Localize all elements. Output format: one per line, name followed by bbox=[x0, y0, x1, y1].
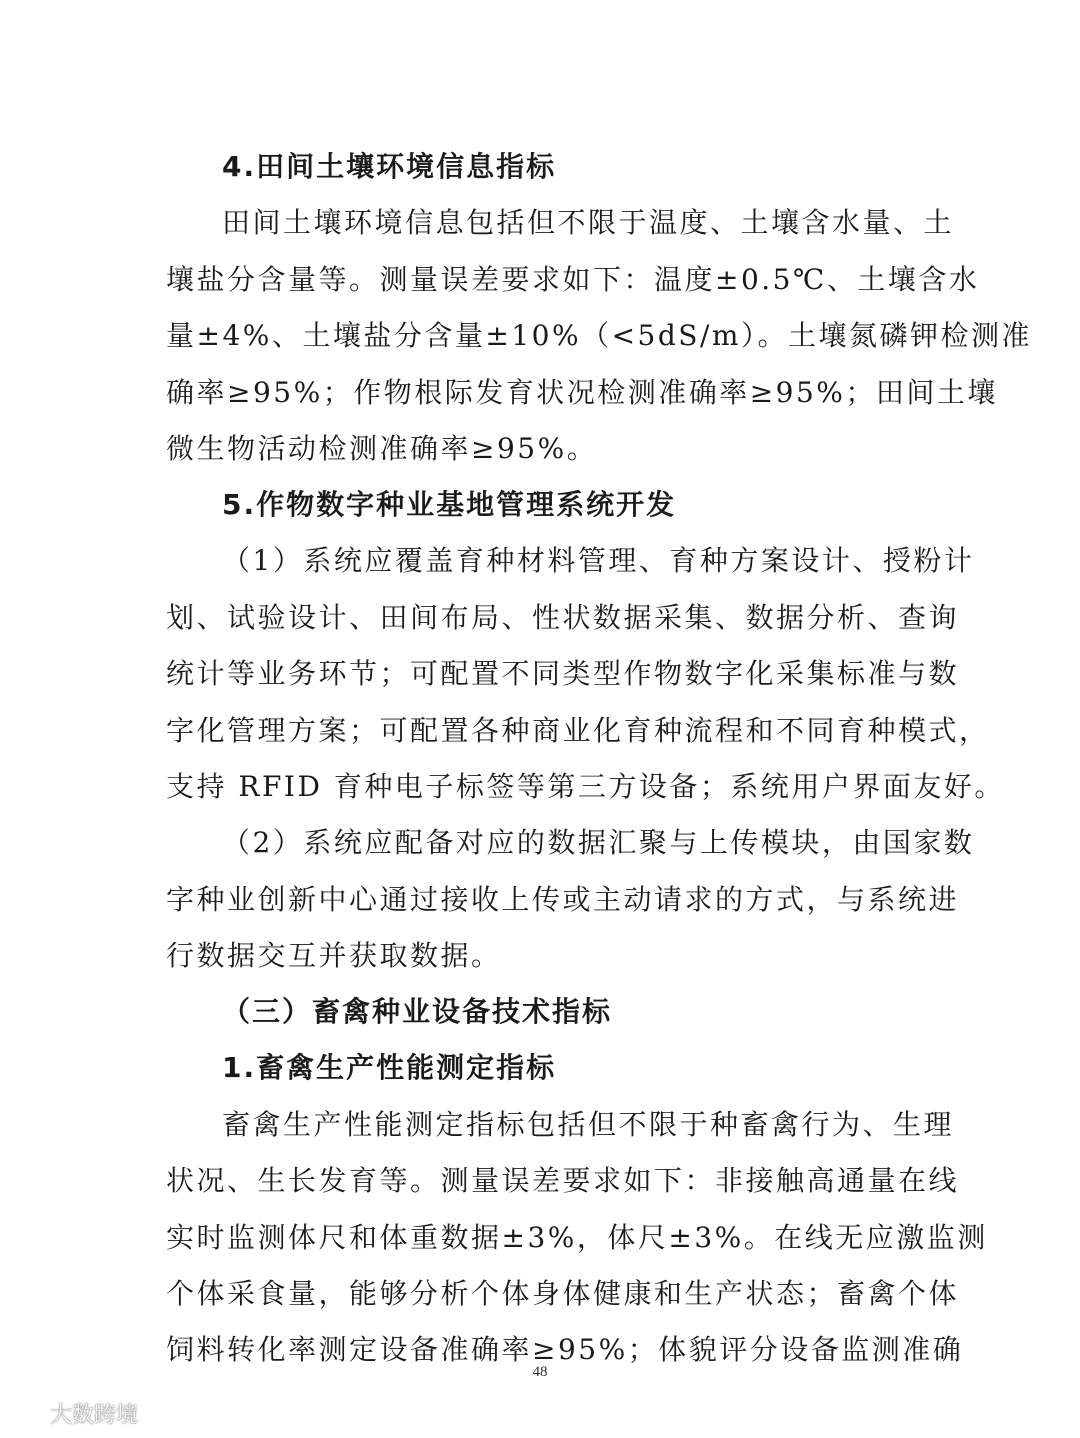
section-heading-performance: 1.畜禽生产性能测定指标 bbox=[222, 1051, 557, 1084]
paragraph-line: 行数据交互并获取数据。 bbox=[166, 939, 502, 972]
paragraph-line: 量±4%、土壤盐分含量±10%（<5dS/m）。土壤氮磷钾检测准 bbox=[166, 319, 1032, 352]
paragraph-line: （1）系统应覆盖育种材料管理、育种方案设计、授粉计 bbox=[222, 544, 975, 577]
paragraph-line: 状况、生长发育等。测量误差要求如下：非接触高通量在线 bbox=[166, 1164, 960, 1197]
paragraph-line: 实时监测体尺和体重数据±3%，体尺±3%。在线无应激监测 bbox=[166, 1221, 988, 1254]
paragraph-line: （2）系统应配备对应的数据汇聚与上传模块，由国家数 bbox=[222, 826, 975, 859]
paragraph-line: 畜禽生产性能测定指标包括但不限于种畜禽行为、生理 bbox=[222, 1108, 955, 1141]
paragraph-line: 壤盐分含量等。测量误差要求如下：温度±0.5℃、土壤含水 bbox=[166, 263, 980, 296]
paragraph-line: 支持 RFID 育种电子标签等第三方设备；系统用户界面友好。 bbox=[166, 770, 1005, 803]
section-heading-livestock: （三）畜禽种业设备技术指标 bbox=[222, 995, 613, 1028]
paragraph-line: 划、试验设计、田间布局、性状数据采集、数据分析、查询 bbox=[166, 601, 960, 634]
paragraph-line: 确率≥95%；作物根际发育状况检测准确率≥95%；田间土壤 bbox=[166, 376, 998, 409]
watermark-text: 大数跨境 bbox=[50, 1403, 139, 1428]
watermark bbox=[10, 1398, 138, 1429]
paragraph-line: 统计等业务环节；可配置不同类型作物数字化采集标准与数 bbox=[166, 657, 960, 690]
paragraph-line: 字种业创新中心通过接收上传或主动请求的方式，与系统进 bbox=[166, 883, 960, 916]
page-number: 48 bbox=[532, 1364, 548, 1380]
section-heading-system: 5.作物数字种业基地管理系统开发 bbox=[222, 488, 677, 521]
chat-bubble-logo-icon bbox=[10, 1401, 44, 1427]
section-heading-soil: 4.田间土壤环境信息指标 bbox=[222, 150, 557, 183]
paragraph-line: 田间土壤环境信息包括但不限于温度、土壤含水量、土 bbox=[222, 206, 955, 239]
paragraph-line: 个体采食量，能够分析个体身体健康和生产状态；畜禽个体 bbox=[166, 1277, 960, 1310]
paragraph-line: 微生物活动检测准确率≥95%。 bbox=[166, 432, 598, 465]
paragraph-line: 字化管理方案；可配置各种商业化育种流程和不同育种模式， bbox=[166, 714, 990, 747]
paragraph-line: 饲料转化率测定设备准确率≥95%；体貌评分设备监测准确 bbox=[166, 1333, 964, 1366]
